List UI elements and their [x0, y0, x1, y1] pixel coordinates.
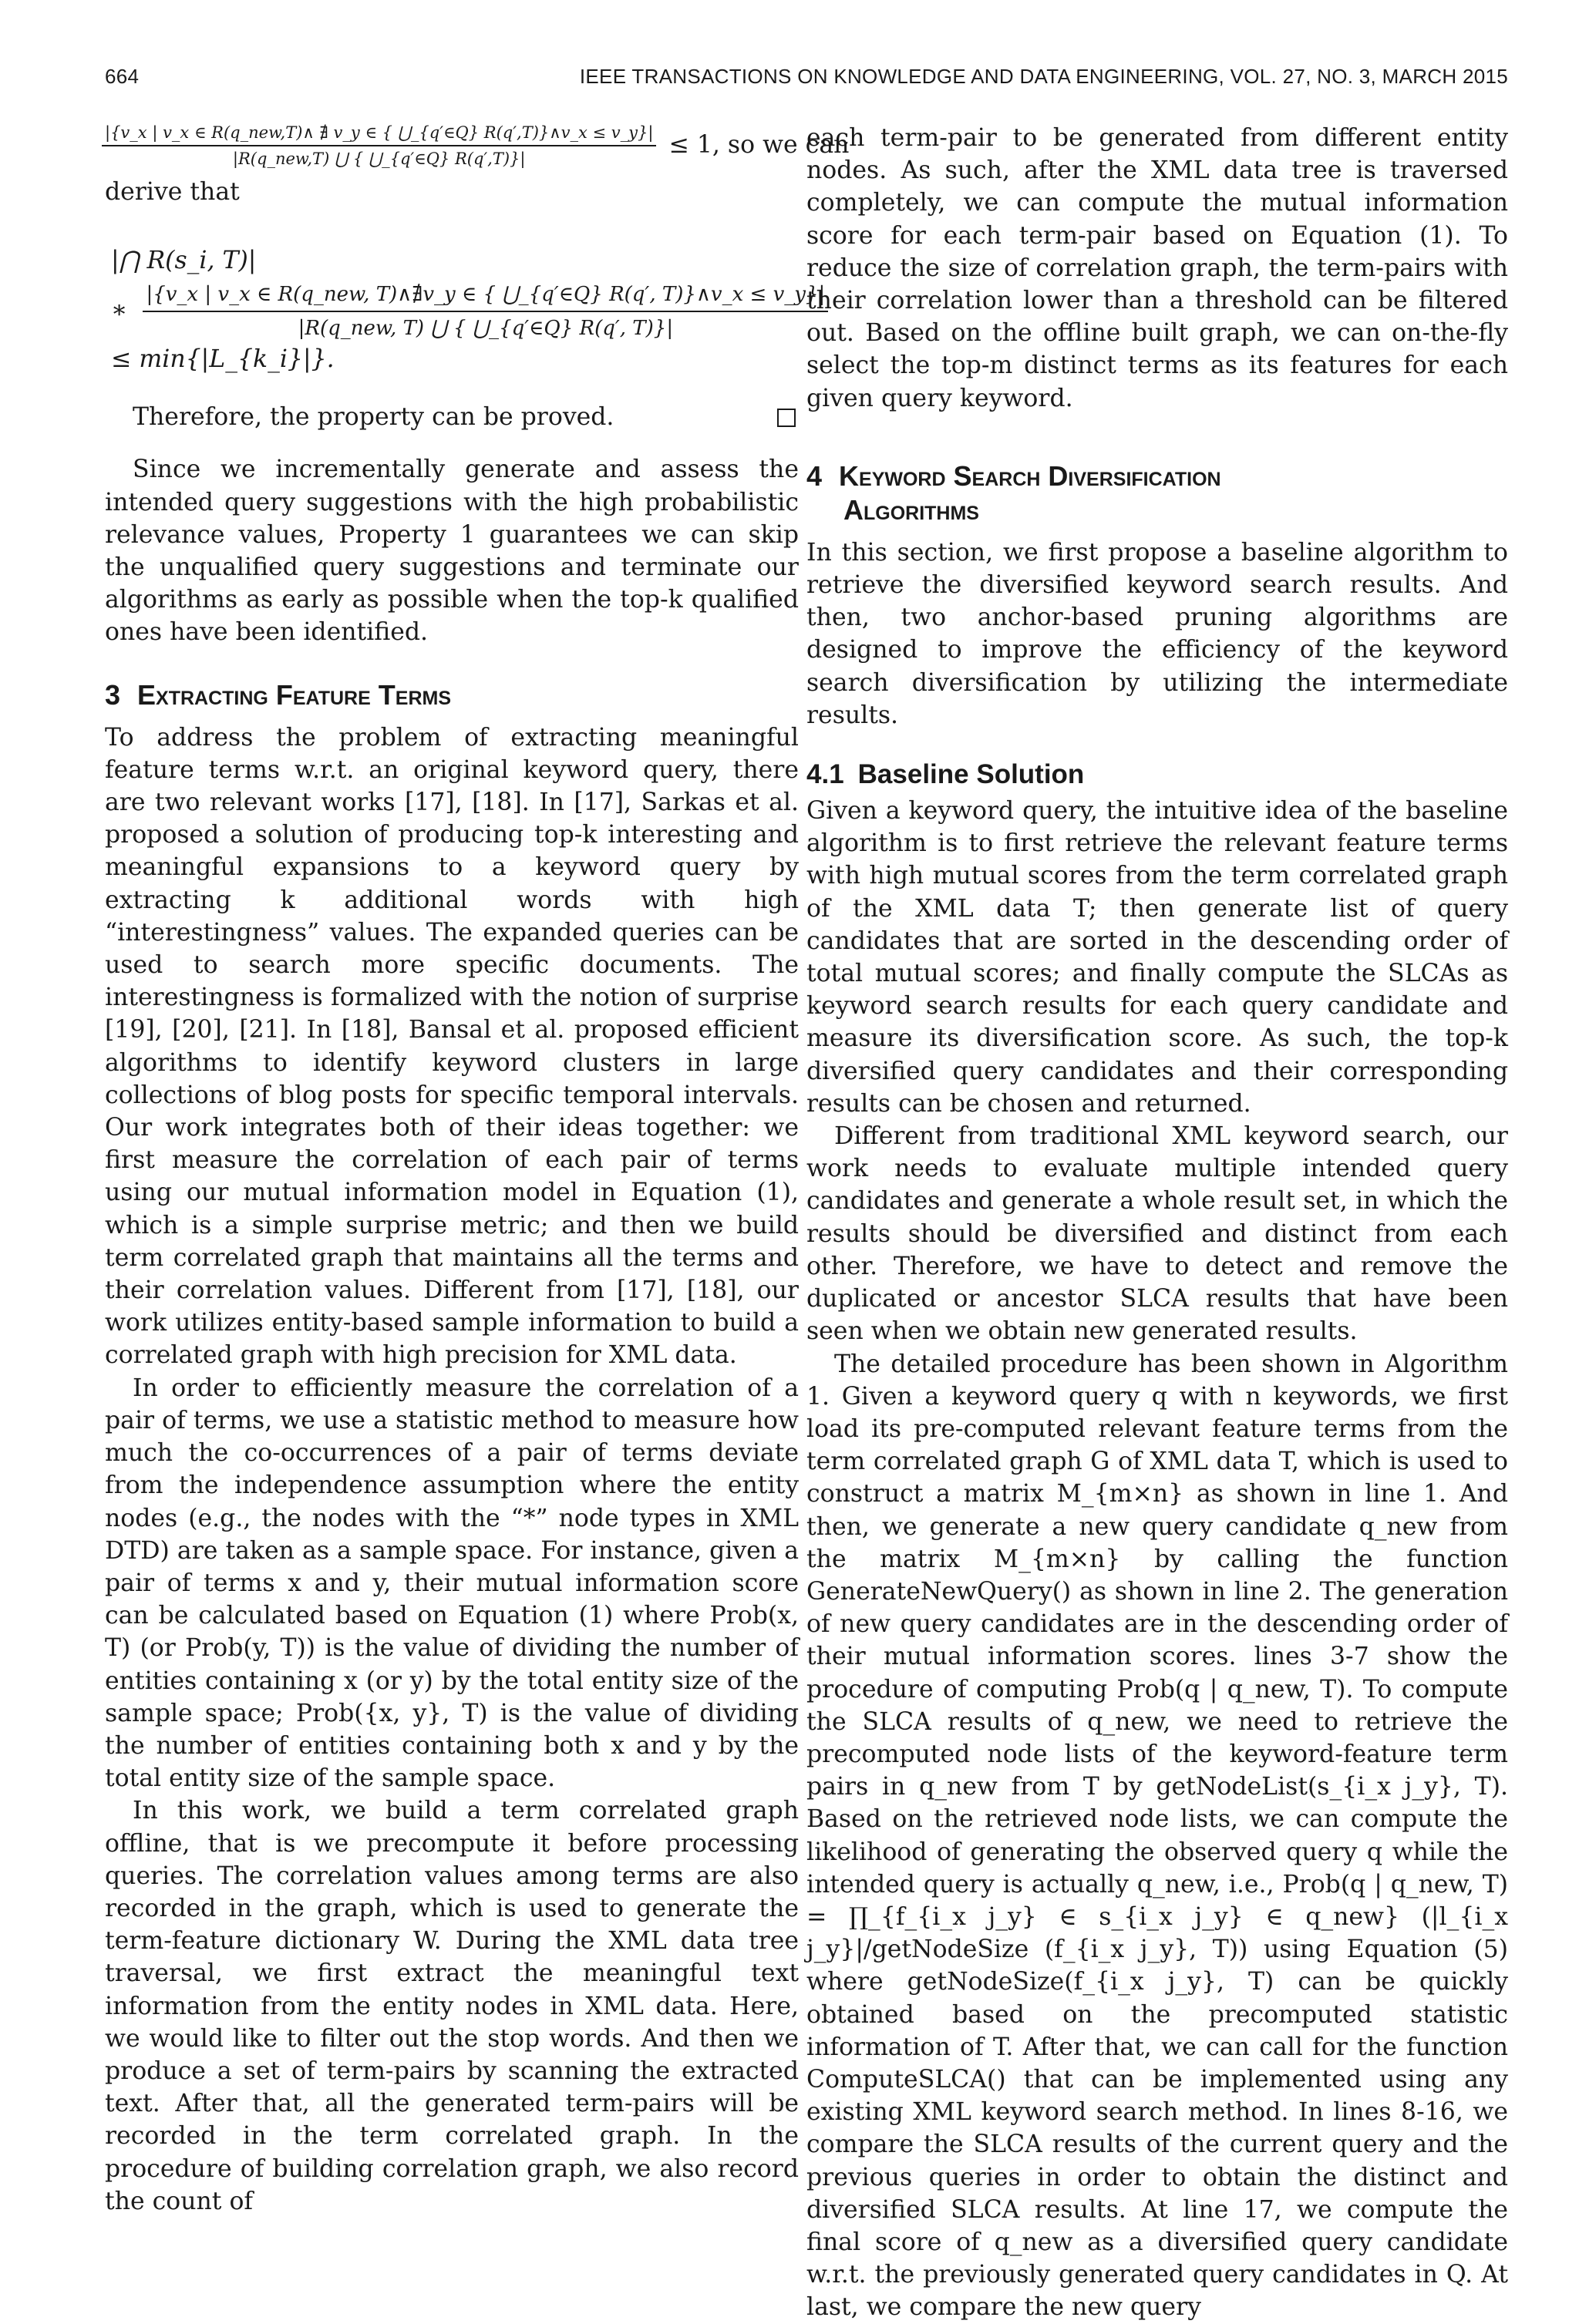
inline-fraction-line	[102, 122, 850, 176]
display-equation	[111, 242, 826, 378]
section-title-line-1: Keyword Search Diversification	[839, 459, 1221, 492]
paragraph-4-1-1: Given a keyword query, the intuitive idea of the baseline algorithm is to first retrieve the relevant feature terms with high mutual scores from the term correlated graph of the XML data T; then generate list of query candidates that are sorted in the descending order of total mutual scores; and finally compute the SLCAs as keyword search results for each query candidate and measure its diversification score. As such, the top-k diversified query candidates and their corresponding results can be chosen and returned.	[806, 797, 1508, 1118]
subsection-number: 4.1	[806, 759, 844, 790]
section-title: Extracting Feature Terms	[137, 678, 452, 711]
equation-star: ∗	[111, 296, 128, 325]
paragraph-4-intro: In this section, we first propose a baseline algorithm to retrieve the diversified keyword search results. And then, two anchor-based pruning algorithms are designed to improve the efficiency of the keyword search diversification by utilizing the intermediate results.	[806, 538, 1508, 729]
qed-square	[777, 409, 796, 427]
section-4-heading	[806, 459, 1508, 527]
paragraph-4-1-3: The detailed procedure has been shown in Algorithm 1. Given a keyword query q with n keywords, we first load its pre-computed relevant feature terms from the term correlated graph G of XML data T, which is used to construct a matrix M_{m×n} as shown in line 1. And then, we generate a new query candidate q_new from the matrix M_{m×n} by calling the function GenerateNewQuery() as shown in line 2. The generation of new query candidates are in the descending order of their mutual information scores. lines 3-7 show the procedure of computing Prob(q | q_new, T). To compute the SLCA results of q_new, we need to retrieve the precomputed node lists of the keyword-feature term pairs in q_new from T by getNodeList(s_{i_x j_y}, T). Based on the retrieved node lists, we can compute the likelihood of generating the observed query q while the intended query is actually q_new, i.e., Prob(q | q_new, T) = ∏_{f_{i_x j_y} ∈ s_{i_x j_y} ∈ q_new} (|l_{i_x j_y}|/getNodeSize (f_{i_x j_y}, T)) using Equation (5) where getNodeSize(f_{i_x j_y}, T) can be quickly obtained based on the precomputed statistic information of T. After that, we can call for the function ComputeSLCA() that can be implemented using any existing XML keyword search method. In lines 8-16, we compare the SLCA results of the current query and the previous queries in order to obtain the distinct and diversified SLCA results. At line 17, we compute the final score of q_new as a diversified query candidate w.r.t. the previously generated query candidates in Q. At last, we compare the new query	[806, 1350, 1508, 2322]
paragraph-4-1-2: Different from traditional XML keyword search, our work needs to evaluate multiple intended query candidates and generate a whole result set, in which the results should be diversified and distinct from each other. Therefore, we have to detect and remove the duplicated or ancestor SLCA results that have been seen when we obtain new generated results.	[806, 1122, 1508, 1346]
section-3-heading	[105, 678, 799, 712]
paragraph-3-3: In this work, we build a term correlated graph offline, that is we precompute it before processing queries. The correlation values among terms are also recorded in the graph, which is used to generate the term-feature dictionary W. During the XML data tree traversal, we first extract the meaningful text information from the entity nodes in XML data. Here, we would like to filter out the stop words. And then we produce a set of term-pairs by scanning the extracted text. After that, all the generated term-pairs will be recorded in the term correlated graph. In the procedure of building correlation graph, we also record the count of	[105, 1797, 799, 2215]
equation-numerator: |{v_x | v_x ∈ R(q_new, T)∧∄v_y ∈ { ⋃_{q′∈Q} R(q′, T)}∧v_x ≤ v_y}|	[143, 280, 828, 312]
paragraph-3-1: To address the problem of extracting meaningful feature terms w.r.t. an original keyword query, there are two relevant works [17], [18]. In [17], Sarkas et al. proposed a solution of producing top-k interesting and meaningful expansions to a keyword query by extracting k additional words with high “interestingness” values. The expanded queries can be used to search more specific documents. The interestingness is formalized with the notion of surprise [19], [20], [21]. In [18], Bansal et al. proposed efficient algorithms to identify keyword clusters in large collections of blog posts for specific temporal intervals. Our work integrates both of their ideas together: we first measure the correlation of each pair of terms using our mutual information model in Equation (1), which is a simple surprise metric; and then we build term correlated graph that maintains all the terms and their correlation values. Different from [17], [18], our work utilizes entity-based sample information to build a correlated graph with high precision for XML data.	[105, 723, 799, 1370]
paragraph-since: Since we incrementally generate and assess the intended query suggestions with the high probabilistic relevance values, Property 1 guarantees we can skip the unqualified query suggestions and terminate our algorithms as early as possible when the top-k qualified ones have been identified.	[105, 456, 799, 647]
right-column	[806, 122, 1508, 2324]
running-header: IEEE TRANSACTIONS ON KNOWLEDGE AND DATA ENGINEERING, VOL. 27, NO. 3, MARCH 2015	[579, 65, 1508, 88]
equation-line-3: ≤ min{|L_{k_i}|}.	[111, 345, 335, 374]
equation-denominator: |R(q_new, T) ⋃ { ⋃_{q′∈Q} R(q′, T)}|	[298, 316, 674, 340]
paragraph-continued: each term-pair to be generated from different entity nodes. As such, after the XML data tree is traversed completely, we can compute the mutual information score for each term-pair based on Equation (1). To reduce the size of correlation graph, the term-pairs with their correlation lower than a threshold can be filtered out. Based on the offline built graph, we can on-the-fly select the top-m distinct terms as its features for each given query keyword.	[806, 124, 1508, 412]
section-title-line-2: Algorithms	[843, 493, 979, 526]
equation-fraction	[143, 280, 828, 343]
page-number: 664	[105, 65, 140, 88]
fraction-numerator: |{v_x | v_x ∈ R(q_new,T)∧ ∄ v_y ∈ { ⋃_{q′∈Q} R(q′,T)}∧v_x ≤ v_y}|	[102, 122, 656, 146]
equation-line-1: |⋂ R(s_i, T)|	[111, 247, 257, 275]
fraction-tail: ≤ 1, so we can	[668, 130, 850, 159]
fraction-denominator: |R(q_new,T) ⋃ { ⋃_{q′∈Q} R(q′,T)}|	[232, 150, 526, 168]
therefore-text: Therefore, the property can be proved.	[133, 403, 614, 432]
subsection-4-1-heading	[806, 758, 1508, 792]
paragraph-3-2: In order to efficiently measure the correlation of a pair of terms, we use a statistic method to measure how much the co-occurrences of a pair of terms deviate from the independence assumption where the entity nodes (e.g., the nodes with the “*” node types in XML DTD) are taken as a sample space. For instance, given a pair of terms x and y, their mutual information score can be calculated based on Equation (1) where Prob(x, T) (or Prob(y, T)) is the value of dividing the number of entities containing x (or y) by the total entity size of the sample space; Prob({x, y}, T) is the value of dividing the number of entities containing both x and y by the total entity size of the sample space.	[105, 1374, 799, 1793]
subsection-title: Baseline Solution	[857, 759, 1085, 790]
section-number: 3	[105, 678, 121, 711]
derive-text: derive that	[105, 178, 240, 206]
section-number: 4	[806, 459, 823, 492]
inline-fraction	[102, 122, 656, 170]
